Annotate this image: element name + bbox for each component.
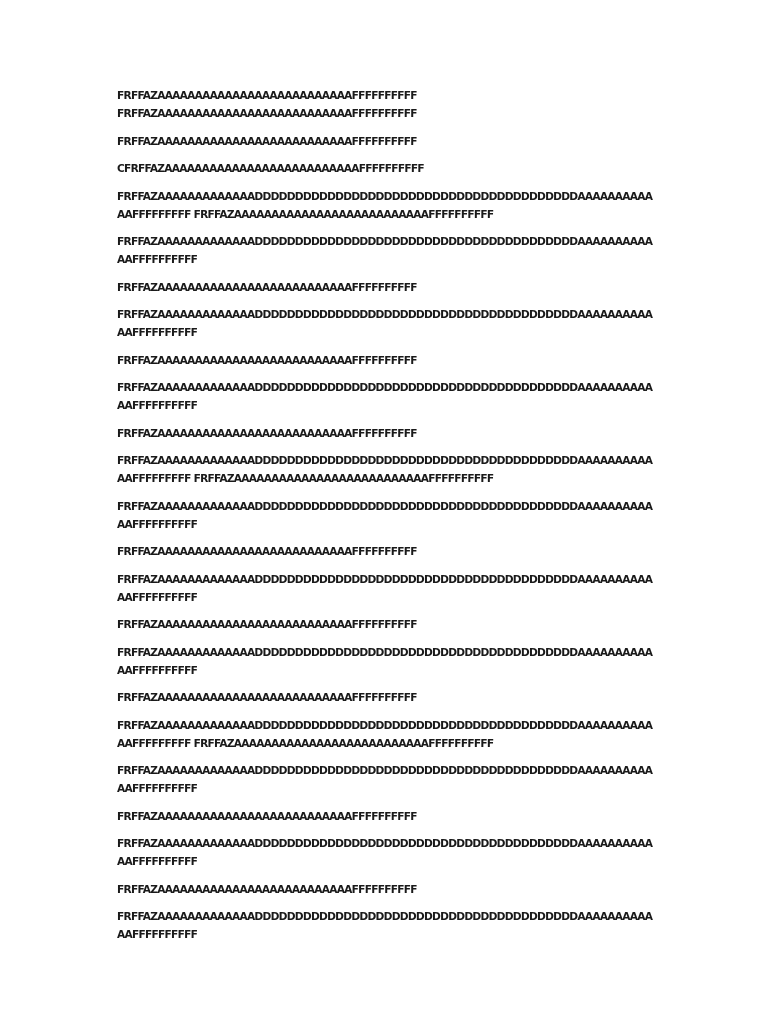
paragraph-14: FRFFAZAAAAAAAAAAAAADDDDDDDDDDDDDDDDDDDDDDDDDDDDDDDDDDDDDDDDAAAAAAAAAA AAFFFFFFFFFF bbox=[117, 573, 653, 604]
paragraph-20: FRFFAZAAAAAAAAAAAAAAAAAAAAAAAAAAFFFFFFFFFF bbox=[117, 810, 417, 823]
paragraph-13: FRFFAZAAAAAAAAAAAAAAAAAAAAAAAAAAFFFFFFFFFF bbox=[117, 546, 417, 558]
paragraph-1: FRFFAZAAAAAAAAAAAAAAAAAAAAAAAAAAFFFFFFFFFF FRFFAZAAAAAAAAAAAAAAAAAAAAAAAAAAFFFFFFFFFF bbox=[117, 90, 417, 120]
paragraph-6: FRFFAZAAAAAAAAAAAAAAAAAAAAAAAAAAFFFFFFFFFF bbox=[117, 281, 417, 294]
paragraph-19: FRFFAZAAAAAAAAAAAAADDDDDDDDDDDDDDDDDDDDDDDDDDDDDDDDDDDDDDDDAAAAAAAAAA AAFFFFFFFFFF bbox=[117, 765, 653, 795]
paragraph-18: FRFFAZAAAAAAAAAAAAADDDDDDDDDDDDDDDDDDDDDDDDDDDDDDDDDDDDDDDDAAAAAAAAAA AAFFFFFFFFF FRFFAZAAAAAAAAAAAAAAAAAAAAAAAAAAFFFFFFFFFF bbox=[117, 719, 653, 750]
paragraph-2: FRFFAZAAAAAAAAAAAAAAAAAAAAAAAAAAFFFFFFFFFF bbox=[117, 135, 417, 148]
paragraph-11: FRFFAZAAAAAAAAAAAAADDDDDDDDDDDDDDDDDDDDDDDDDDDDDDDDDDDDDDDDAAAAAAAAAA AAFFFFFFFFF FRFFAZAAAAAAAAAAAAAAAAAAAAAAAAAAFFFFFFFFFF bbox=[117, 455, 653, 485]
paragraph-15: FRFFAZAAAAAAAAAAAAAAAAAAAAAAAAAAFFFFFFFFFF bbox=[117, 619, 417, 631]
paragraph-23: FRFFAZAAAAAAAAAAAAADDDDDDDDDDDDDDDDDDDDDDDDDDDDDDDDDDDDDDDDAAAAAAAAAA AAFFFFFFFFFF bbox=[117, 911, 653, 941]
paragraph-17: FRFFAZAAAAAAAAAAAAAAAAAAAAAAAAAAFFFFFFFFFF bbox=[117, 692, 417, 704]
paragraph-5: FRFFAZAAAAAAAAAAAAADDDDDDDDDDDDDDDDDDDDDDDDDDDDDDDDDDDDDDDDAAAAAAAAAA AAFFFFFFFFFF bbox=[117, 236, 653, 266]
paragraph-12: FRFFAZAAAAAAAAAAAAADDDDDDDDDDDDDDDDDDDDDDDDDDDDDDDDDDDDDDDDAAAAAAAAAA AAFFFFFFFFFF bbox=[117, 500, 653, 531]
paragraph-3: CFRFFAZAAAAAAAAAAAAAAAAAAAAAAAAAAFFFFFFFFFF bbox=[117, 163, 424, 175]
paragraph-10: FRFFAZAAAAAAAAAAAAAAAAAAAAAAAAAAFFFFFFFFFF bbox=[117, 427, 417, 440]
document-body bbox=[117, 87, 657, 954]
paragraph-22: FRFFAZAAAAAAAAAAAAAAAAAAAAAAAAAAFFFFFFFFFF bbox=[117, 883, 417, 896]
paragraph-9: FRFFAZAAAAAAAAAAAAADDDDDDDDDDDDDDDDDDDDDDDDDDDDDDDDDDDDDDDDAAAAAAAAAA AAFFFFFFFFFF bbox=[117, 382, 653, 412]
paragraph-8: FRFFAZAAAAAAAAAAAAAAAAAAAAAAAAAAFFFFFFFFFF bbox=[117, 354, 417, 367]
paragraph-16: FRFFAZAAAAAAAAAAAAADDDDDDDDDDDDDDDDDDDDDDDDDDDDDDDDDDDDDDDDAAAAAAAAAA AAFFFFFFFFFF bbox=[117, 646, 653, 677]
paragraph-21: FRFFAZAAAAAAAAAAAAADDDDDDDDDDDDDDDDDDDDDDDDDDDDDDDDDDDDDDDDAAAAAAAAAA AAFFFFFFFFFF bbox=[117, 838, 653, 868]
paragraph-7: FRFFAZAAAAAAAAAAAAADDDDDDDDDDDDDDDDDDDDDDDDDDDDDDDDDDDDDDDDAAAAAAAAAA AAFFFFFFFFFF bbox=[117, 309, 653, 339]
paragraph-4: FRFFAZAAAAAAAAAAAAADDDDDDDDDDDDDDDDDDDDDDDDDDDDDDDDDDDDDDDDAAAAAAAAAA AAFFFFFFFFF FRFFAZAAAAAAAAAAAAAAAAAAAAAAAAAAFFFFFFFFFF bbox=[117, 190, 653, 221]
